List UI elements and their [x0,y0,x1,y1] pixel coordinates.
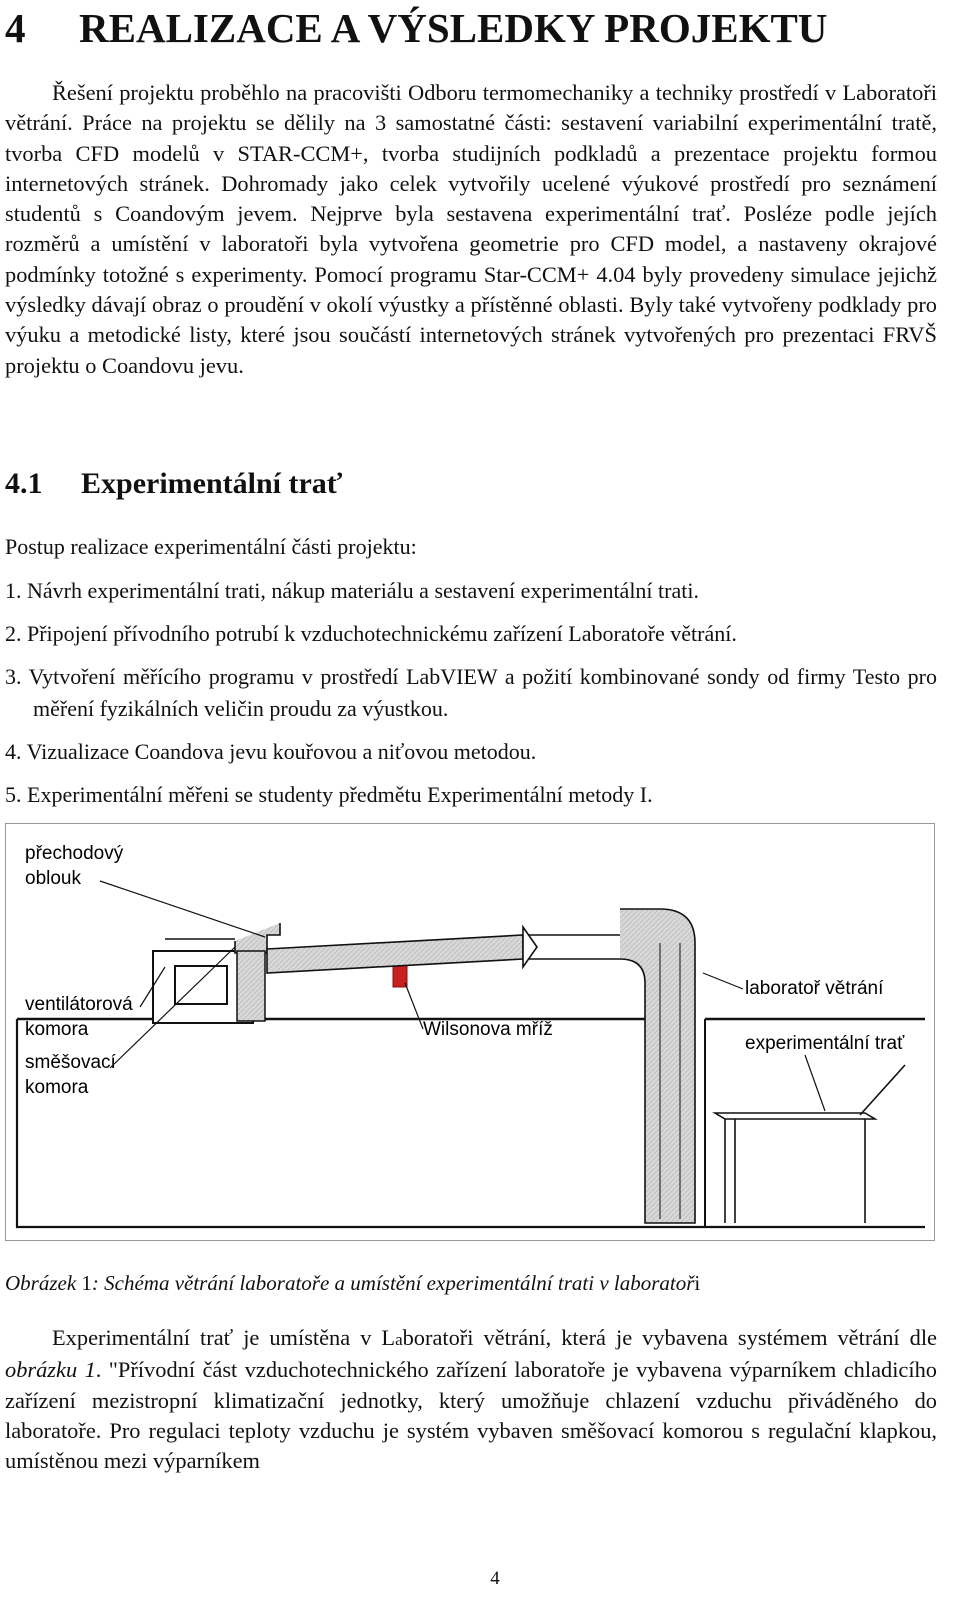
ventilation-schematic-figure [5,823,935,1241]
procedure-steps [5,575,937,822]
procedure-intro: Postup realizace experimentální části projektu: [5,534,417,559]
label-fan-chamber-1: ventilátorová [25,994,133,1015]
paragraph2-small-letter: a [395,1330,403,1349]
page-number: 4 [490,1568,500,1589]
step-item: 1. Návrh experimentální trati, nákup materiálu a sestavení experimentální trati. [5,578,699,603]
chapter-title: REALIZACE A VÝSLEDKY PROJEKTU [79,5,828,51]
label-wilson-grid: Wilsonova mříž [423,1019,553,1040]
label-mixing-chamber-1: směšovací [25,1052,116,1073]
label-fan-chamber-2: komora [25,1019,89,1040]
body-paragraph [5,1323,937,1476]
paragraph2-part1: Experimentální trať je umístěna v L [52,1325,396,1350]
schematic-drawing [5,823,935,1241]
caption-label: Obrázek [5,1271,77,1295]
section-heading [5,462,342,506]
caption-number: 1 [81,1271,92,1295]
step-item: 3. Vytvoření měřícího programu v prostředí LabVIEW a požití kombinované sondy od firmy Testo pro měření fyzikálních veličin proudu za výustkou. [5,664,937,721]
label-transition-arch-1: přechodový [25,843,124,864]
step-item: 2. Připojení přívodního potrubí k vzduchotechnickému zařízení Laboratoře větrání. [5,621,737,646]
caption-tail: i [694,1271,701,1295]
section-number: 4.1 [5,467,43,500]
section-title: Experimentální trať [81,467,343,500]
figure-caption [5,1268,700,1298]
intro-paragraph: Řešení projektu proběhlo na pracovišti Odboru termomechaniky a techniky prostředí v Laboratoři větrání. Práce na projektu se dělily na 3 samostatné části: sestavení variabilní experimentální tratě, tvorba CFD modelů v STAR-CCM+, tvorba studijních podkladů a prezentace projektu formou internetových stránek. Dohromady jako celek vytvořily ucelené výukové prostředí pro seznámení studentů s Coandovým jevem. Nejprve byla sestavena experimentální trať. Posléze podle jejích rozměrů a umístění v laboratoři byla vytvořena geometrie pro CFD model, a nastaveny okrajové podmínky totožné s experimenty. Pomocí programu Star-CCM+ 4.04 byly provedeny simulace jejichž výsledky dávají obraz o proudění v okolí výustky a přístěnné oblasti. Byly také vytvořeny podklady pro výuku a metodické listy, které jsou součástí internetových stránek vytvořených pro prezentaci FRVŠ projektu o Coandovu jevu. [5,80,937,378]
label-mixing-chamber-2: komora [25,1077,89,1098]
label-ventilation-lab: laboratoř větrání [745,978,884,999]
chapter-heading [5,2,827,54]
label-transition-arch-2: oblouk [25,868,81,889]
step-item: 4. Vizualizace Coandova jevu kouřovou a niťovou metodou. [5,739,537,764]
paragraph2-part3: . "Přívodní část vzduchotechnického zařízení laboratoře je vybavena výparníkem chladicího zařízení mezistropní klimatizační jednotky, který umožňuje chlazení vzduchu přiváděného do laboratoře. Pro regulaci teploty vzduchu je systém vybaven směšovací komorou s regulační klapkou, umístěnou mezi výparníkem [5,1357,937,1474]
figure-reference-link[interactable]: obrázku 1 [5,1357,96,1383]
paragraph2-part2: boratoři větrání, která je vybavena systémem větrání dle [402,1325,937,1350]
caption-text: : Schéma větrání laboratoře a umístění experimentální trati v laboratoř [91,1271,695,1295]
chapter-number: 4 [5,5,26,51]
label-experimental-track: experimentální trať [745,1033,905,1054]
step-item: 5. Experimentální měřeni se studenty předmětu Experimentální metody I. [5,782,653,807]
